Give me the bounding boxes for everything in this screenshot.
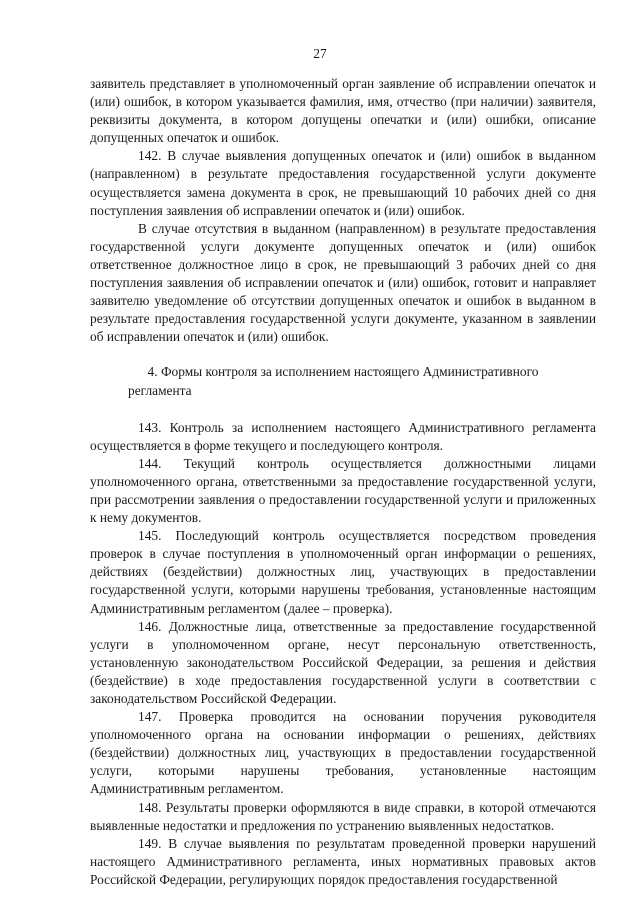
paragraph-149: 149. В случае выявления по результатам проведенной проверки нарушений настоящего Административного регламента, иных нормативных правовых актов Российской Федерации, регулирующих порядок предоставления государственной (90, 835, 596, 887)
paragraph-146: 146. Должностные лица, ответственные за предоставление государственной услуги в уполномоченном органе, несут персональную ответственность, установленную законодательством Российской Федерации, за решения и действия (бездействие) в ходе предоставления государственной услуги в соответствии с законодательством Российской Федерации. (90, 618, 596, 706)
paragraph: В случае отсутствия в выданном (направленном) в результате предоставления государственной услуги документе допущенных опечаток и (или) ошибок ответственное должностное лицо в срок, не превышающий 3 рабочих дней со дня поступления заявления об исправлении опечаток и (или) ошибок, готовит и направляет заявителю уведомление об отсутствии допущенных опечаток и ошибок в выданном в результате предоставления государственной услуги документе, указанном в заявлении об исправлении опечаток и (или) ошибок. (90, 220, 596, 345)
paragraph-group-top (90, 75, 596, 346)
paragraph-144: 144. Текущий контроль осуществляется должностными лицами уполномоченного органа, ответственными за предоставление государственной услуги, при рассмотрении заявления о предоставлении государственной услуги и приложенных к нему документов. (90, 455, 596, 526)
paragraph: заявитель представляет в уполномоченный орган заявление об исправлении опечаток и (или) ошибок, в котором указывается фамилия, имя, отчество (при наличии) заявителя, реквизиты документа, в котором допущены опечатки и (или) ошибки, описание допущенных опечаток и ошибок. (90, 76, 596, 146)
section-heading: 4. Формы контроля за исполнением настоящего Административного регламента (128, 364, 539, 398)
paragraph-143: 143. Контроль за исполнением настоящего Административного регламента осуществляется в форме текущего и последующего контроля. (90, 419, 596, 453)
page-number: 27 (313, 46, 327, 61)
paragraph-142: 142. В случае выявления допущенных опечаток и (или) ошибок в выданном (направленном) в результате предоставления государственной услуги документе осуществляется замена документа в срок, не превышающий 10 рабочих дней со дня поступления заявления об исправлении опечаток и (или) ошибок. (90, 148, 596, 218)
paragraph-group-bottom (90, 419, 596, 889)
paragraph-145: 145. Последующий контроль осуществляется посредством проведения проверок в случае поступления в уполномоченный орган информации о решениях, действиях (бездействии) должностных лиц, участвующих в предоставлении государственной услуги, которыми нарушены требования, установленные настоящим Административным регламентом (далее – проверка). (90, 528, 596, 616)
paragraph-148: 148. Результаты проверки оформляются в виде справки, в которой отмечаются выявленные недостатки и предложения по устранению выявленных недостатков. (90, 799, 596, 833)
paragraph-147: 147. Проверка проводится на основании поручения руководителя уполномоченного органа на основании информации о решениях, действиях (бездействии) должностных лиц, участвующих в предоставлении государственной услуги, которыми нарушены требования, установленные настоящим Административным регламентом. (90, 709, 596, 797)
document-body (90, 75, 596, 889)
